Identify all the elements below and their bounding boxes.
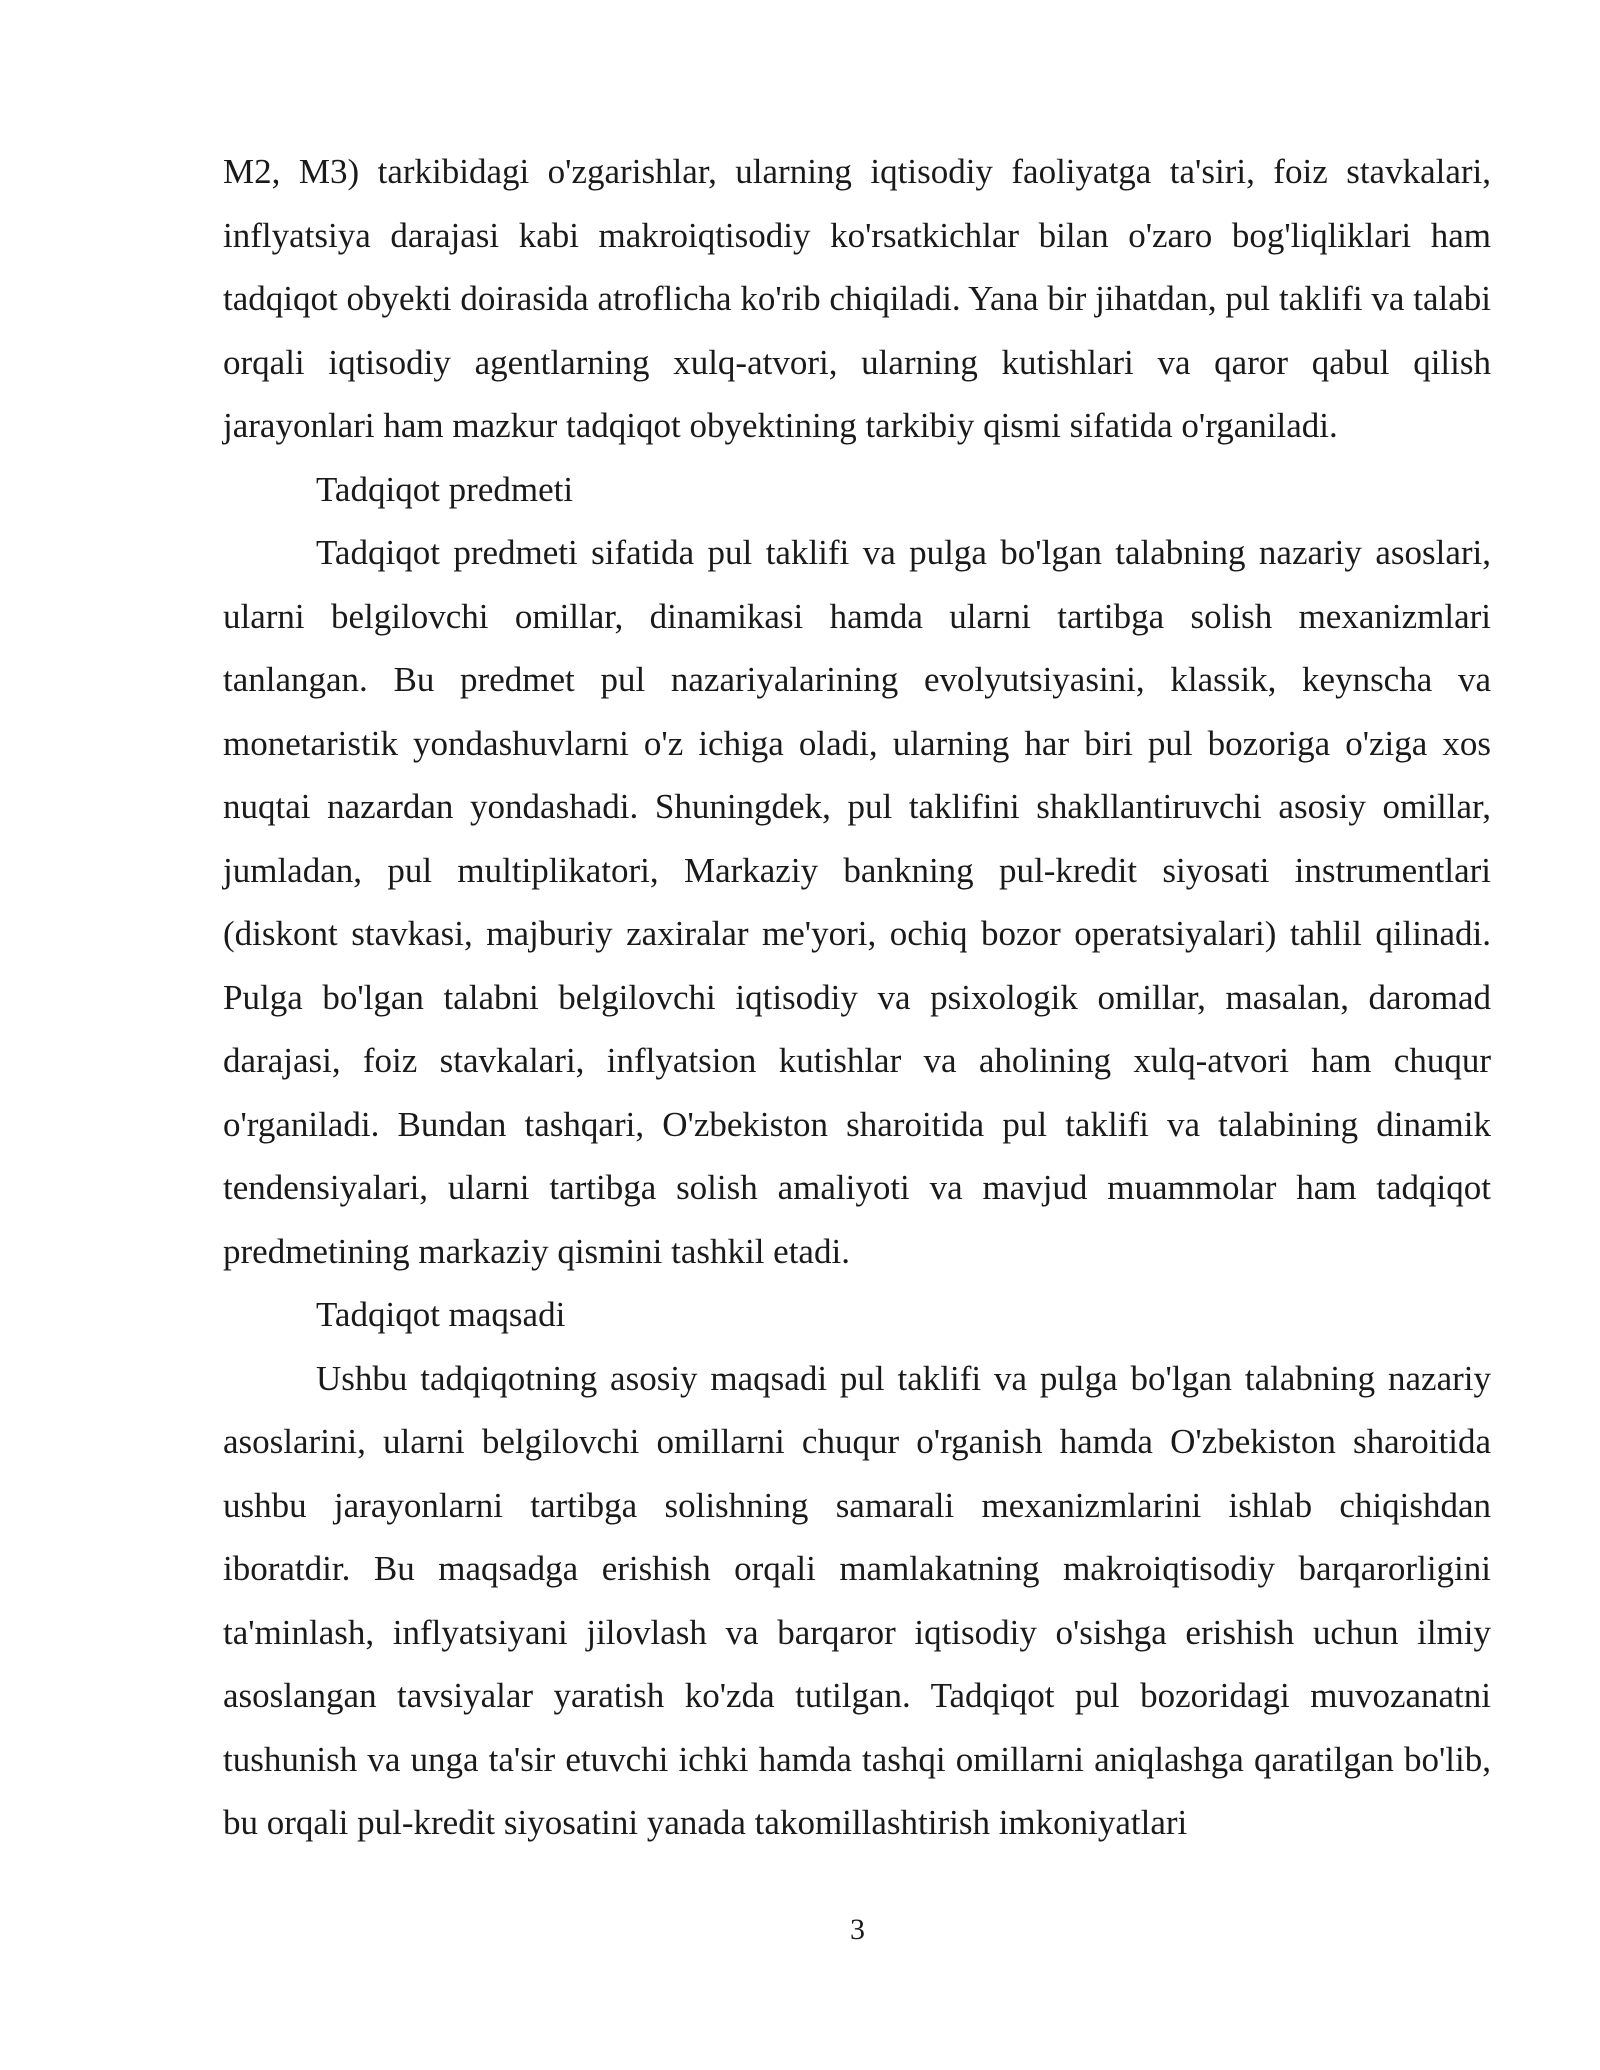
paragraph-research-subject: Tadqiqot predmeti sifatida pul taklifi va pulga bo'lgan talabning nazariy asoslari, ularni belgilovchi omillar, dinamikasi hamda ularni tartibga solish mexanizmlari tanlangan. Bu predmet pul nazariyalarining evolyutsiyasini, klassik, keynscha va monetaristik yondashuvlarni o'z ichiga oladi, ularning har biri pul bozoriga o'ziga xos nuqtai nazardan yondashadi. Shuningdek, pul taklifini shakllantiruvchi asosiy omillar, jumladan, pul multiplikatori, Markaziy bankning pul-kredit siyosati instrumentlari (diskont stavkasi, majburiy zaxiralar me'yori, ochiq bozor operatsiyalari) tahlil qilinadi. Pulga bo'lgan talabni belgilovchi iqtisodiy va psixologik omillar, masalan, daromad darajasi, foiz stavkalari, inflyatsion kutishlar va aholining xulq-atvori ham chuqur o'rganiladi. Bundan tashqari, O'zbekiston sharoitida pul taklifi va talabining dinamik tendensiyalari, ularni tartibga solish amaliyoti va mavjud muammolar ham tadqiqot predmetining markaziy qismini tashkil etadi.: [223, 533, 1491, 1271]
paragraph-research-goal: Ushbu tadqiqotning asosiy maqsadi pul taklifi va pulga bo'lgan talabning nazariy asoslarini, ularni belgilovchi omillarni chuqur o'rganish hamda O'zbekiston sharoitida ushbu jarayonlarni tartibga solishning samarali mexanizmlarini ishlab chiqishdan iboratdir. Bu maqsadga erishish orqali mamlakatning makroiqtisodiy barqarorligini ta'minlash, inflyatsiyani jilovlash va barqaror iqtisodiy o'sishga erishish uchun ilmiy asoslangan tavsiyalar yaratish ko'zda tutilgan. Tadqiqot pul bozoridagi muvozanatni tushunish va unga ta'sir etuvchi ichki hamda tashqi omillarni aniqlashga qaratilgan bo'lib, bu orqali pul-kredit siyosatini yanada takomillashtirish imkoniyatlari: [223, 1358, 1491, 1842]
document-body: [223, 140, 1491, 1855]
heading-research-goal: Tadqiqot maqsadi: [316, 1295, 566, 1334]
paragraph-object-continuation: M2, M3) tarkibidagi o'zgarishlar, ularning iqtisodiy faoliyatga ta'siri, foiz stavkalari, inflyatsiya darajasi kabi makroiqtisodiy ko'rsatkichlar bilan o'zaro bog'liqliklari ham tadqiqot obyekti doirasida atroflicha ko'rib chiqiladi. Yana bir jihatdan, pul taklifi va talabi orqali iqtisodiy agentlarning xulq-atvori, ularning kutishlari va qaror qabul qilish jarayonlari ham mazkur tadqiqot obyektining tarkibiy qismi sifatida o'rganiladi.: [223, 152, 1491, 445]
heading-research-subject: Tadqiqot predmeti: [316, 469, 574, 509]
page-number: 3: [850, 1913, 865, 1946]
